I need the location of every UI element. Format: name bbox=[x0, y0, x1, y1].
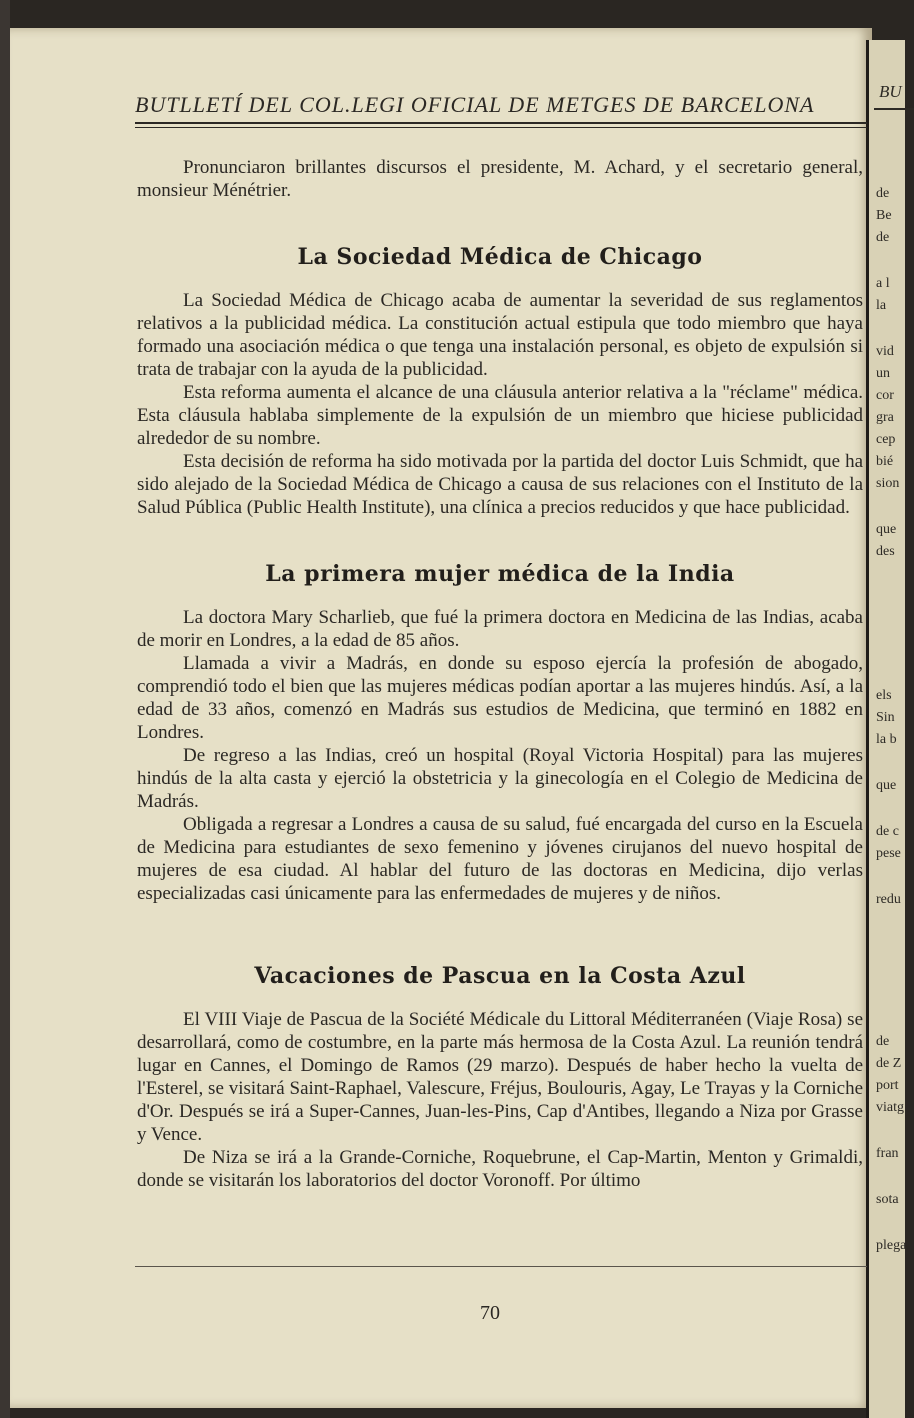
article-body bbox=[137, 156, 863, 1192]
section-title: Vacaciones de Pascua en la Costa Azul bbox=[254, 963, 746, 989]
facing-line-fragment: cor bbox=[876, 388, 894, 403]
facing-line-fragment: els bbox=[876, 688, 892, 703]
facing-line-fragment: de bbox=[876, 186, 890, 201]
header-rule-thin bbox=[135, 127, 867, 128]
paragraph: Obligada a regresar a Londres a causa de su salud, fué encargada del curso en la Escuela de Medicina para estudiantes de sexo femenino y jóvenes cirujanos del nuevo hospital de mujeres de esa ciudad. Al hablar del futuro de las doctoras en Medicina, dijo verlas especializadas casi únicamente para las enfermedades de mujeres y de niños. bbox=[137, 814, 863, 904]
facing-line-fragment: pese bbox=[876, 846, 901, 861]
paragraph: Esta reforma aumenta el alcance de una cláusula anterior relativa a la "réclame" médica. Esta cláusula hablaba simplemente de la expulsión de un miembro que hiciese publicidad alrededor de su nombre. bbox=[137, 382, 863, 449]
paragraph: Llamada a vivir a Madrás, en donde su esposo ejercía la profesión de abogado, comprendió todo el bien que las mujeres médicas podían aportar a las mujeres hindús. Así, a la edad de 33 años, comenzó en Madrás sus estudios de Medicina, que terminó en 1882 en Londres. bbox=[137, 653, 863, 743]
facing-line-fragment: de Z bbox=[876, 1056, 902, 1071]
facing-page-strip bbox=[866, 40, 905, 1418]
paragraph: El VIII Viaje de Pascua de la Société Médicale du Littoral Méditerranéen (Viaje Rosa) se desarrollará, como de costumbre, en la parte más hermosa de la Costa Azul. La reunión tendrá lugar en Cannes, el Domingo de Ramos (29 marzo). Después de haber hecho la vuelta de l'Esterel, se visitará Saint-Raphael, Valescure, Fréjus, Boulouris, Agay, Le Trayas y la Corniche d'Or. Después se irá a Super-Cannes, Juan-les-Pins, Cap d'Antibes, llegando a Niza por Grasse y Vence. bbox=[137, 1009, 863, 1145]
facing-line-fragment: fran bbox=[876, 1146, 899, 1161]
facing-line-fragment: de bbox=[876, 230, 890, 245]
paragraph: De Niza se irá a la Grande-Corniche, Roquebrune, el Cap-Martin, Menton y Grimaldi, donde se visitarán los laboratorios del doctor Voronoff. Por último bbox=[137, 1147, 863, 1191]
facing-line-fragment: viatg bbox=[876, 1100, 904, 1115]
facing-line-fragment: que bbox=[876, 778, 897, 793]
facing-line-fragment: la b bbox=[876, 732, 897, 747]
facing-line-fragment: de bbox=[876, 1034, 890, 1049]
facing-line-fragment: sota bbox=[876, 1192, 899, 1207]
facing-line-fragment: de c bbox=[876, 824, 899, 839]
facing-line-fragment: des bbox=[876, 544, 895, 559]
paragraph: De regreso a las Indias, creó un hospital (Royal Victoria Hospital) para las mujeres hindús de la alta casta y ejerció la obstetricia y la ginecología en el Colegio de Medicina de Madrás. bbox=[137, 745, 863, 812]
facing-line-fragment: sion bbox=[876, 476, 900, 491]
paragraph: La doctora Mary Scharlieb, que fué la primera doctora en Medicina de las Indias, acaba de morir en Londres, a la edad de 85 años. bbox=[137, 607, 863, 651]
facing-line-fragment: gra bbox=[876, 410, 894, 425]
facing-line-fragment: Be bbox=[876, 208, 892, 223]
facing-line-fragment: bié bbox=[876, 454, 894, 469]
facing-line-fragment: a l bbox=[876, 276, 890, 291]
facing-line-fragment: port bbox=[876, 1078, 899, 1093]
section-title: La primera mujer médica de la India bbox=[265, 561, 735, 587]
scan-left-edge bbox=[0, 0, 10, 1418]
facing-line-fragment: que bbox=[876, 522, 897, 537]
facing-page-header-fragment: BU bbox=[879, 82, 902, 101]
section-title: La Sociedad Médica de Chicago bbox=[297, 244, 703, 270]
facing-line-fragment: la bbox=[876, 298, 887, 313]
running-header: BUTLLETÍ DEL COL.LEGI OFICIAL DE METGES DE BARCELONA bbox=[135, 92, 815, 117]
facing-page-header-rule bbox=[874, 108, 914, 110]
page-number: 70 bbox=[480, 1302, 500, 1324]
facing-line-fragment: cep bbox=[876, 432, 896, 447]
paragraph: La Sociedad Médica de Chicago acaba de aumentar la severidad de sus reglamentos relativos a la publicidad médica. La constitución actual estipula que todo miembro que haya formado una asociación médica o que tenga una instalación personal, es objeto de expulsión si trata de trabajar con la ayuda de la publicidad. bbox=[137, 290, 863, 380]
paragraph: Esta decisión de reforma ha sido motivada por la partida del doctor Luis Schmidt, que ha sido alejado de la Sociedad Médica de Chicago a causa de sus relaciones con el Instituto de la Salud Pública (Public Health Institute), una clínica a precios reducidos y que hace publicidad. bbox=[137, 451, 863, 518]
facing-line-fragment: plega bbox=[876, 1238, 907, 1253]
facing-line-fragment: redu bbox=[876, 892, 901, 907]
intro-paragraph: Pronunciaron brillantes discursos el presidente, M. Achard, y el secretario general, monsieur Ménétrier. bbox=[137, 157, 863, 201]
facing-line-fragment: vid bbox=[876, 344, 894, 359]
footer-rule bbox=[135, 1266, 867, 1267]
facing-line-fragment: un bbox=[876, 366, 890, 381]
header-rule bbox=[135, 122, 867, 124]
facing-line-fragment: Sin bbox=[876, 710, 895, 725]
